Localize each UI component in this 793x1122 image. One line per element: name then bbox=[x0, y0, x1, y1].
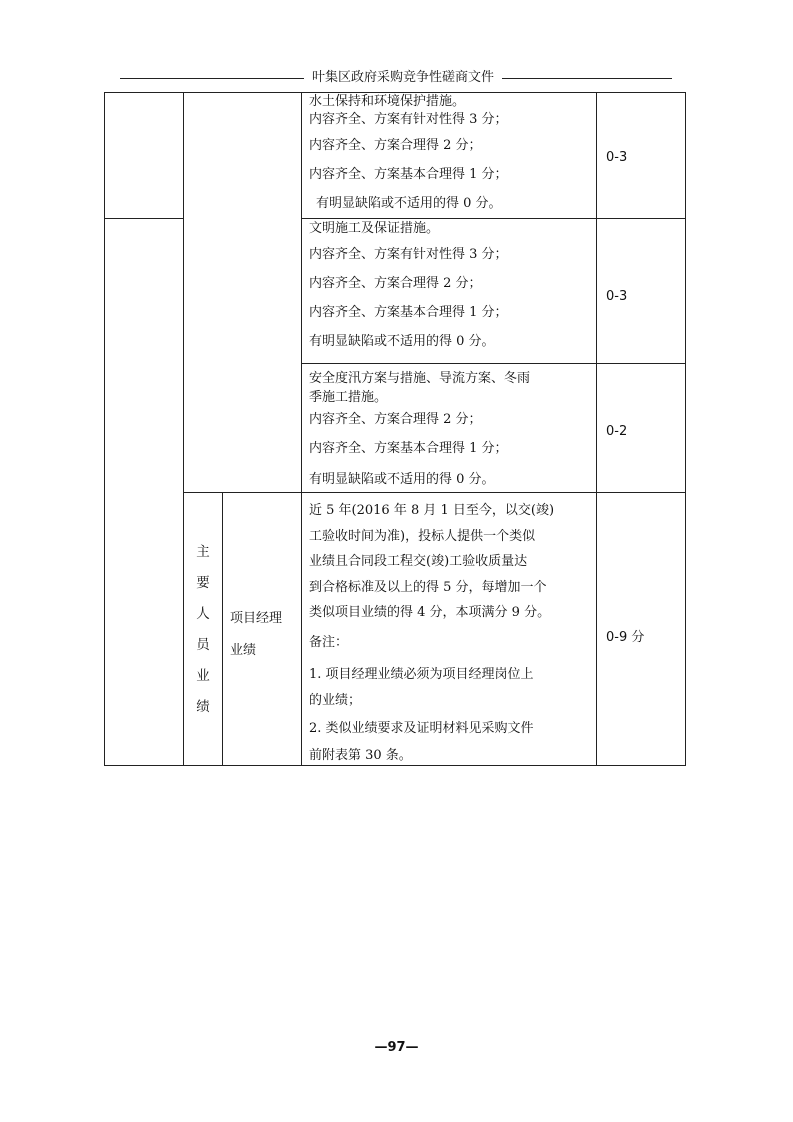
score-cell: 0-2 bbox=[606, 424, 628, 439]
table-border-top bbox=[104, 92, 686, 93]
criteria-line: 内容齐全、方案有针对性得 3 分； bbox=[309, 247, 508, 262]
item-line: 业绩 bbox=[230, 643, 257, 658]
criteria-cell-civilized-construction bbox=[309, 218, 508, 356]
criteria-line: 业绩且合同段工程交(竣)工验收质量达 bbox=[309, 554, 528, 569]
criteria-line: 前附表第 30 条。 bbox=[309, 747, 412, 763]
criteria-line: 2. 类似业绩要求及证明材料见采购文件 bbox=[309, 720, 534, 736]
criteria-line: 1. 项目经理业绩必须为项目经理岗位上 bbox=[309, 666, 534, 682]
category-char: 主 bbox=[196, 544, 210, 560]
category-char: 绩 bbox=[196, 699, 210, 715]
criteria-cell-flood-safety bbox=[309, 368, 530, 495]
criteria-line: 安全度汛方案与措施、导流方案、冬雨 bbox=[309, 371, 531, 386]
scoring-table bbox=[104, 92, 686, 766]
criteria-line: 季施工措施。 bbox=[309, 390, 388, 405]
criteria-line: 文明施工及保证措施。 bbox=[309, 221, 440, 236]
document-header bbox=[120, 68, 672, 88]
criteria-line: 内容齐全、方案合理得 2 分； bbox=[309, 138, 482, 153]
row-divider-1 bbox=[104, 218, 184, 219]
document-title: 叶集区政府采购竞争性磋商文件 bbox=[312, 70, 495, 85]
criteria-line: 的业绩； bbox=[309, 692, 362, 708]
criteria-line: 内容齐全、方案基本合理得 1 分； bbox=[309, 167, 508, 182]
criteria-line: 到合格标准及以上的得 5 分，每增加一个 bbox=[309, 579, 547, 595]
header-rule-right bbox=[502, 78, 672, 79]
criteria-line: 有明显缺陷或不适用的得 0 分。 bbox=[316, 196, 502, 211]
criteria-line: 近 5 年(2016 年 8 月 1 日至今，以交(竣) bbox=[309, 503, 555, 518]
criteria-line: 内容齐全、方案有针对性得 3 分； bbox=[309, 112, 508, 127]
criteria-line: 有明显缺陷或不适用的得 0 分。 bbox=[309, 472, 495, 487]
row-divider-2 bbox=[301, 363, 686, 364]
criteria-line: 内容齐全、方案合理得 2 分； bbox=[309, 276, 482, 291]
criteria-line: 备注： bbox=[309, 634, 349, 650]
criteria-line: 内容齐全、方案基本合理得 1 分； bbox=[309, 305, 508, 320]
criteria-line: 有明显缺陷或不适用的得 0 分。 bbox=[309, 334, 495, 349]
score-cell: 0-3 bbox=[606, 289, 628, 304]
criteria-line: 工验收时间为准)，投标人提供一个类似 bbox=[309, 528, 536, 544]
score-cell: 0-9 分 bbox=[606, 630, 645, 645]
table-border-left bbox=[104, 92, 105, 766]
column-divider-3 bbox=[301, 92, 302, 766]
criteria-line: 内容齐全、方案基本合理得 1 分； bbox=[309, 441, 508, 456]
criteria-cell-water-env bbox=[309, 94, 508, 218]
criteria-line: 水土保持和环境保护措施。 bbox=[309, 94, 466, 109]
category-char: 业 bbox=[196, 668, 210, 684]
header-rule-left bbox=[120, 78, 304, 79]
page-number: —97— bbox=[374, 1040, 419, 1055]
category-char: 要 bbox=[196, 575, 210, 591]
criteria-line: 内容齐全、方案合理得 2 分； bbox=[309, 412, 482, 427]
criteria-line: 类似项目业绩的得 4 分，本项满分 9 分。 bbox=[309, 605, 551, 620]
column-divider-4 bbox=[596, 92, 597, 766]
score-cell: 0-3 bbox=[606, 150, 628, 165]
category-char: 人 bbox=[196, 606, 210, 622]
criteria-cell-pm-performance bbox=[309, 498, 554, 766]
table-border-right bbox=[685, 92, 686, 766]
item-line: 项目经理 bbox=[230, 611, 283, 626]
category-cell-key-personnel bbox=[183, 537, 223, 723]
category-char: 员 bbox=[196, 637, 210, 653]
item-cell-pm-performance bbox=[230, 603, 282, 667]
